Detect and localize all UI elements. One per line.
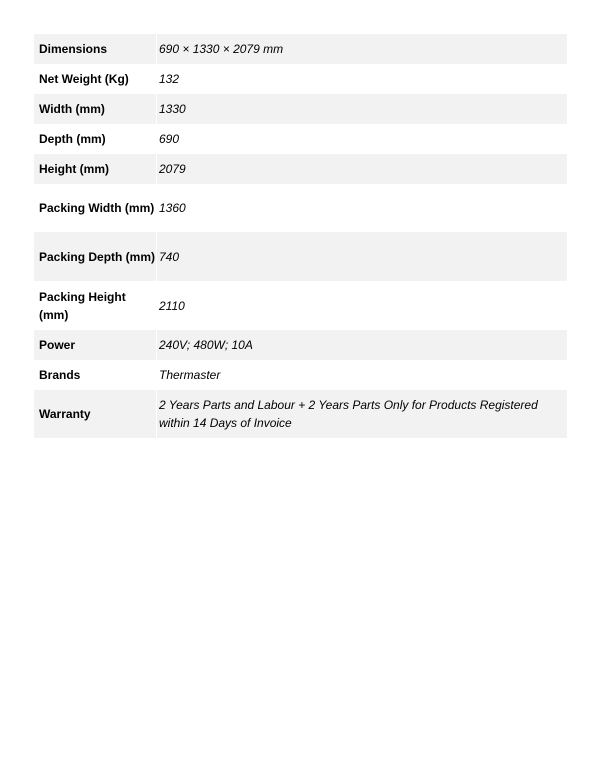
spec-value: 690 × 1330 × 2079 mm [157, 34, 568, 64]
spec-label: Packing Width (mm) [34, 184, 157, 232]
spec-value: 2079 [157, 154, 568, 184]
spec-row-packing-width [34, 184, 567, 232]
spec-label: Brands [34, 360, 157, 390]
spec-value: 690 [157, 124, 568, 154]
spec-label: Packing Height (mm) [34, 281, 157, 330]
spec-row-net-weight [34, 64, 567, 94]
spec-row-packing-height [34, 281, 567, 330]
spec-row-width [34, 94, 567, 124]
spec-row-warranty [34, 390, 567, 438]
spec-label: Height (mm) [34, 154, 157, 184]
spec-value: 1360 [157, 184, 568, 232]
spec-label: Warranty [34, 390, 157, 438]
spec-value: 2 Years Parts and Labour + 2 Years Parts Only for Products Registered within 14 Days of Invoice [157, 390, 568, 438]
spec-value: 2110 [157, 281, 568, 330]
specifications-table [34, 34, 567, 438]
spec-value: 1330 [157, 94, 568, 124]
spec-label: Width (mm) [34, 94, 157, 124]
spec-label: Dimensions [34, 34, 157, 64]
spec-label: Net Weight (Kg) [34, 64, 157, 94]
spec-label: Power [34, 330, 157, 360]
spec-value: 740 [157, 232, 568, 281]
spec-value: Thermaster [157, 360, 568, 390]
spec-row-dimensions [34, 34, 567, 64]
spec-row-power [34, 330, 567, 360]
spec-value: 240V; 480W; 10A [157, 330, 568, 360]
spec-row-brands [34, 360, 567, 390]
spec-value: 132 [157, 64, 568, 94]
spec-label: Depth (mm) [34, 124, 157, 154]
spec-row-depth [34, 124, 567, 154]
spec-row-packing-depth [34, 232, 567, 281]
spec-row-height [34, 154, 567, 184]
spec-label: Packing Depth (mm) [34, 232, 157, 281]
